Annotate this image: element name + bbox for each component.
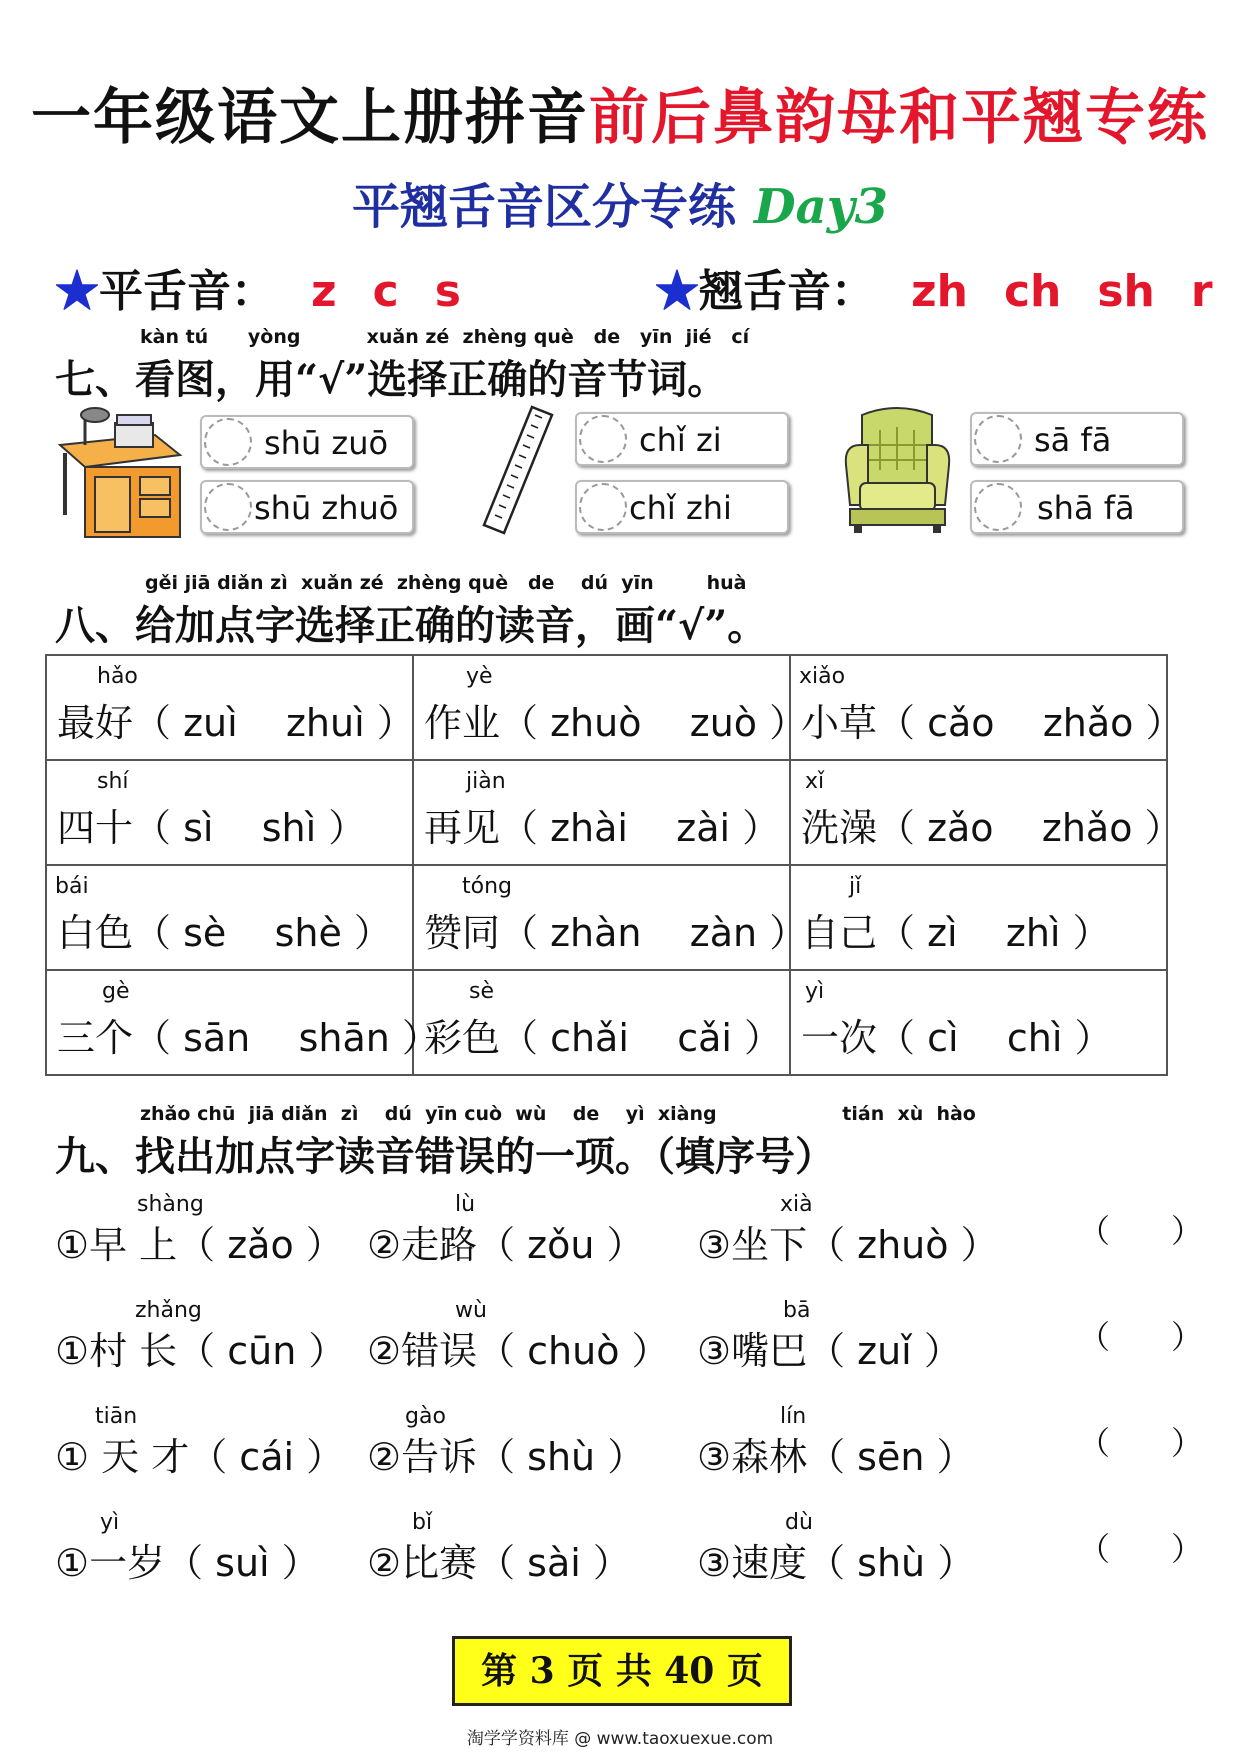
table-row xyxy=(46,970,1167,1075)
cell-pinyin: yì xyxy=(805,979,825,1004)
table-cell xyxy=(413,655,808,760)
retro-letter: sh xyxy=(1097,266,1155,317)
item-text: ①早 上（ zǎo ） xyxy=(55,1223,344,1267)
answer-blank[interactable]: （ ） xyxy=(1078,1530,1204,1568)
item-pinyin: zhǎng xyxy=(135,1298,202,1323)
worksheet-title xyxy=(0,70,1240,156)
answer-blank[interactable]: （ ） xyxy=(1078,1424,1204,1462)
option-box[interactable] xyxy=(970,412,1184,466)
ruler-illustration xyxy=(480,405,560,535)
cell-question[interactable]: 彩色（ chǎi cǎi ） xyxy=(424,1016,783,1060)
item-text: ②比赛（ sài ） xyxy=(367,1541,631,1585)
option-pinyin: shū zuō xyxy=(264,424,389,462)
table-cell xyxy=(46,865,413,970)
cell-question[interactable]: 赞同（ zhàn zàn ） xyxy=(424,911,808,955)
table-row xyxy=(46,655,1167,760)
error-row xyxy=(55,1510,1205,1585)
section7-pinyin: kàn tú yòng xuǎn zé zhèng què de yīn jié cí xyxy=(140,326,750,348)
table-cell xyxy=(46,655,413,760)
table-cell xyxy=(46,970,440,1075)
cell-question[interactable]: 白色（ sè shè ） xyxy=(57,911,392,955)
item-pinyin: wù xyxy=(455,1298,487,1323)
retro-letter: zh xyxy=(911,266,968,317)
option-box[interactable] xyxy=(575,412,789,466)
cell-pinyin: jiàn xyxy=(466,769,506,794)
table-cell xyxy=(413,970,790,1075)
section9-title: 九、找出加点字读音错误的一项。（填序号） xyxy=(55,1133,835,1180)
item-text: ③嘴巴（ zuǐ ） xyxy=(697,1329,962,1373)
flat-letter: c xyxy=(372,266,399,317)
cell-question[interactable]: 最好（ zuì zhuì ） xyxy=(57,701,415,745)
section7-title: 七、看图，用“√”选择正确的音节词。 xyxy=(55,356,728,403)
item-pinyin: xià xyxy=(780,1192,813,1217)
table-cell xyxy=(790,760,1183,865)
cell-question[interactable]: 一次（ cì chì ） xyxy=(801,1016,1113,1060)
desk-illustration xyxy=(55,405,185,540)
cell-question[interactable]: 再见（ zhài zài ） xyxy=(424,806,781,850)
table-cell xyxy=(790,655,1184,760)
item-text: ②错误（ chuò ） xyxy=(367,1329,670,1373)
error-row xyxy=(55,1192,1205,1267)
item-pinyin: gào xyxy=(405,1404,446,1429)
flat-letter: s xyxy=(434,266,461,317)
table-row xyxy=(46,865,1167,970)
item-pinyin: tiān xyxy=(95,1404,138,1429)
page-number-label: 第 3 页 共 40 页 xyxy=(452,1636,792,1706)
answer-blank[interactable]: （ ） xyxy=(1078,1212,1204,1250)
cell-question[interactable]: 作业（ zhuò zuò ） xyxy=(424,701,808,745)
table-cell xyxy=(790,865,1167,970)
cell-pinyin: yè xyxy=(466,664,493,689)
cell-question[interactable]: 小草（ cǎo zhǎo ） xyxy=(801,701,1184,745)
check-circle[interactable] xyxy=(579,415,627,463)
section8-title: 八、给加点字选择正确的读音，画“√”。 xyxy=(55,602,768,649)
cell-question[interactable]: 四十（ sì shì ） xyxy=(57,806,367,850)
option-box[interactable] xyxy=(200,415,414,469)
item-text: ②告诉（ shù ） xyxy=(367,1435,646,1479)
item-pinyin: lù xyxy=(455,1192,476,1217)
option-pinyin: sā fā xyxy=(1034,421,1112,459)
retroflex-sounds xyxy=(655,255,1213,319)
answer-blank[interactable]: （ ） xyxy=(1078,1318,1204,1356)
cell-pinyin: jǐ xyxy=(849,874,862,899)
subtitle-text: 平翘舌音区分专练 xyxy=(351,179,736,235)
section9-pinyin: zhǎo chū jiā diǎn zì dú yīn cuò wù de yì xiàng tián xù hào xyxy=(140,1103,976,1125)
check-circle[interactable] xyxy=(579,483,627,531)
option-pinyin: shā fā xyxy=(1037,489,1135,527)
star-icon: ★ xyxy=(55,266,99,317)
item-text: ③坐下（ zhuò ） xyxy=(697,1223,999,1267)
reading-choice-table xyxy=(45,654,1184,1076)
option-pinyin: shū zhuō xyxy=(254,489,399,527)
cell-pinyin: xiǎo xyxy=(799,664,846,689)
option-box[interactable] xyxy=(970,480,1184,534)
cell-pinyin: hǎo xyxy=(97,664,138,689)
table-cell xyxy=(790,970,1167,1075)
title-part1: 一年级语文上册拼音 xyxy=(31,83,589,153)
retro-letter: ch xyxy=(1003,266,1062,317)
item-text: ①一岁（ suì ） xyxy=(55,1541,320,1585)
day-label: Day3 xyxy=(754,179,889,235)
retro-letter: r xyxy=(1190,266,1213,317)
item-text: ① 天 才（ cái ） xyxy=(55,1435,345,1479)
cell-pinyin: xǐ xyxy=(805,769,825,794)
table-cell xyxy=(413,760,790,865)
error-row xyxy=(55,1298,1205,1373)
item-text: ③速度（ shù ） xyxy=(697,1541,976,1585)
option-pinyin: chǐ zi xyxy=(639,421,722,459)
check-circle[interactable] xyxy=(204,418,252,466)
cell-question[interactable]: 自己（ zì zhì ） xyxy=(801,911,1111,955)
section8-pinyin: gěi jiā diǎn zì xuǎn zé zhèng què de dú yīn huà xyxy=(145,572,747,594)
flat-letter: z xyxy=(311,266,337,317)
flat-tongue-label: 平舌音： xyxy=(99,266,275,317)
cell-question[interactable]: 三个（ sān shān ） xyxy=(57,1016,440,1060)
check-circle[interactable] xyxy=(974,415,1022,463)
error-row xyxy=(55,1404,1205,1479)
cell-pinyin: gè xyxy=(102,979,130,1004)
item-pinyin: dù xyxy=(785,1510,813,1535)
cell-pinyin: tóng xyxy=(462,874,512,899)
item-text: ①村 长（ cūn ） xyxy=(55,1329,347,1373)
item-pinyin: bā xyxy=(783,1298,811,1323)
star-icon: ★ xyxy=(655,266,699,317)
item-pinyin: lín xyxy=(780,1404,807,1429)
cell-pinyin: sè xyxy=(469,979,494,1004)
title-part2: 前后鼻韵母和平翘专练 xyxy=(589,83,1209,153)
footer-watermark: 淘学学资料库 @ www.taoxuexue.com xyxy=(466,1729,774,1749)
item-text: ②走路（ zǒu ） xyxy=(367,1223,645,1267)
option-box[interactable] xyxy=(575,480,789,534)
table-row xyxy=(46,760,1167,865)
check-circle[interactable] xyxy=(204,483,252,531)
cell-pinyin: shí xyxy=(97,769,129,794)
item-pinyin: yì xyxy=(100,1510,120,1535)
check-circle[interactable] xyxy=(974,483,1022,531)
cell-pinyin: bái xyxy=(55,874,89,899)
table-cell xyxy=(46,760,413,865)
item-pinyin: shàng xyxy=(137,1192,204,1217)
table-cell xyxy=(413,865,808,970)
option-pinyin: chǐ zhi xyxy=(629,489,732,527)
retroflex-label: 翘舌音： xyxy=(699,266,875,317)
flat-tongue-sounds xyxy=(55,255,461,319)
cell-question[interactable]: 洗澡（ zǎo zhǎo ） xyxy=(801,806,1183,850)
item-text: ③森林（ sēn ） xyxy=(697,1435,975,1479)
item-pinyin: bǐ xyxy=(412,1510,433,1535)
worksheet-subtitle xyxy=(0,168,1240,237)
sofa-illustration xyxy=(840,405,955,535)
option-box[interactable] xyxy=(200,480,414,534)
